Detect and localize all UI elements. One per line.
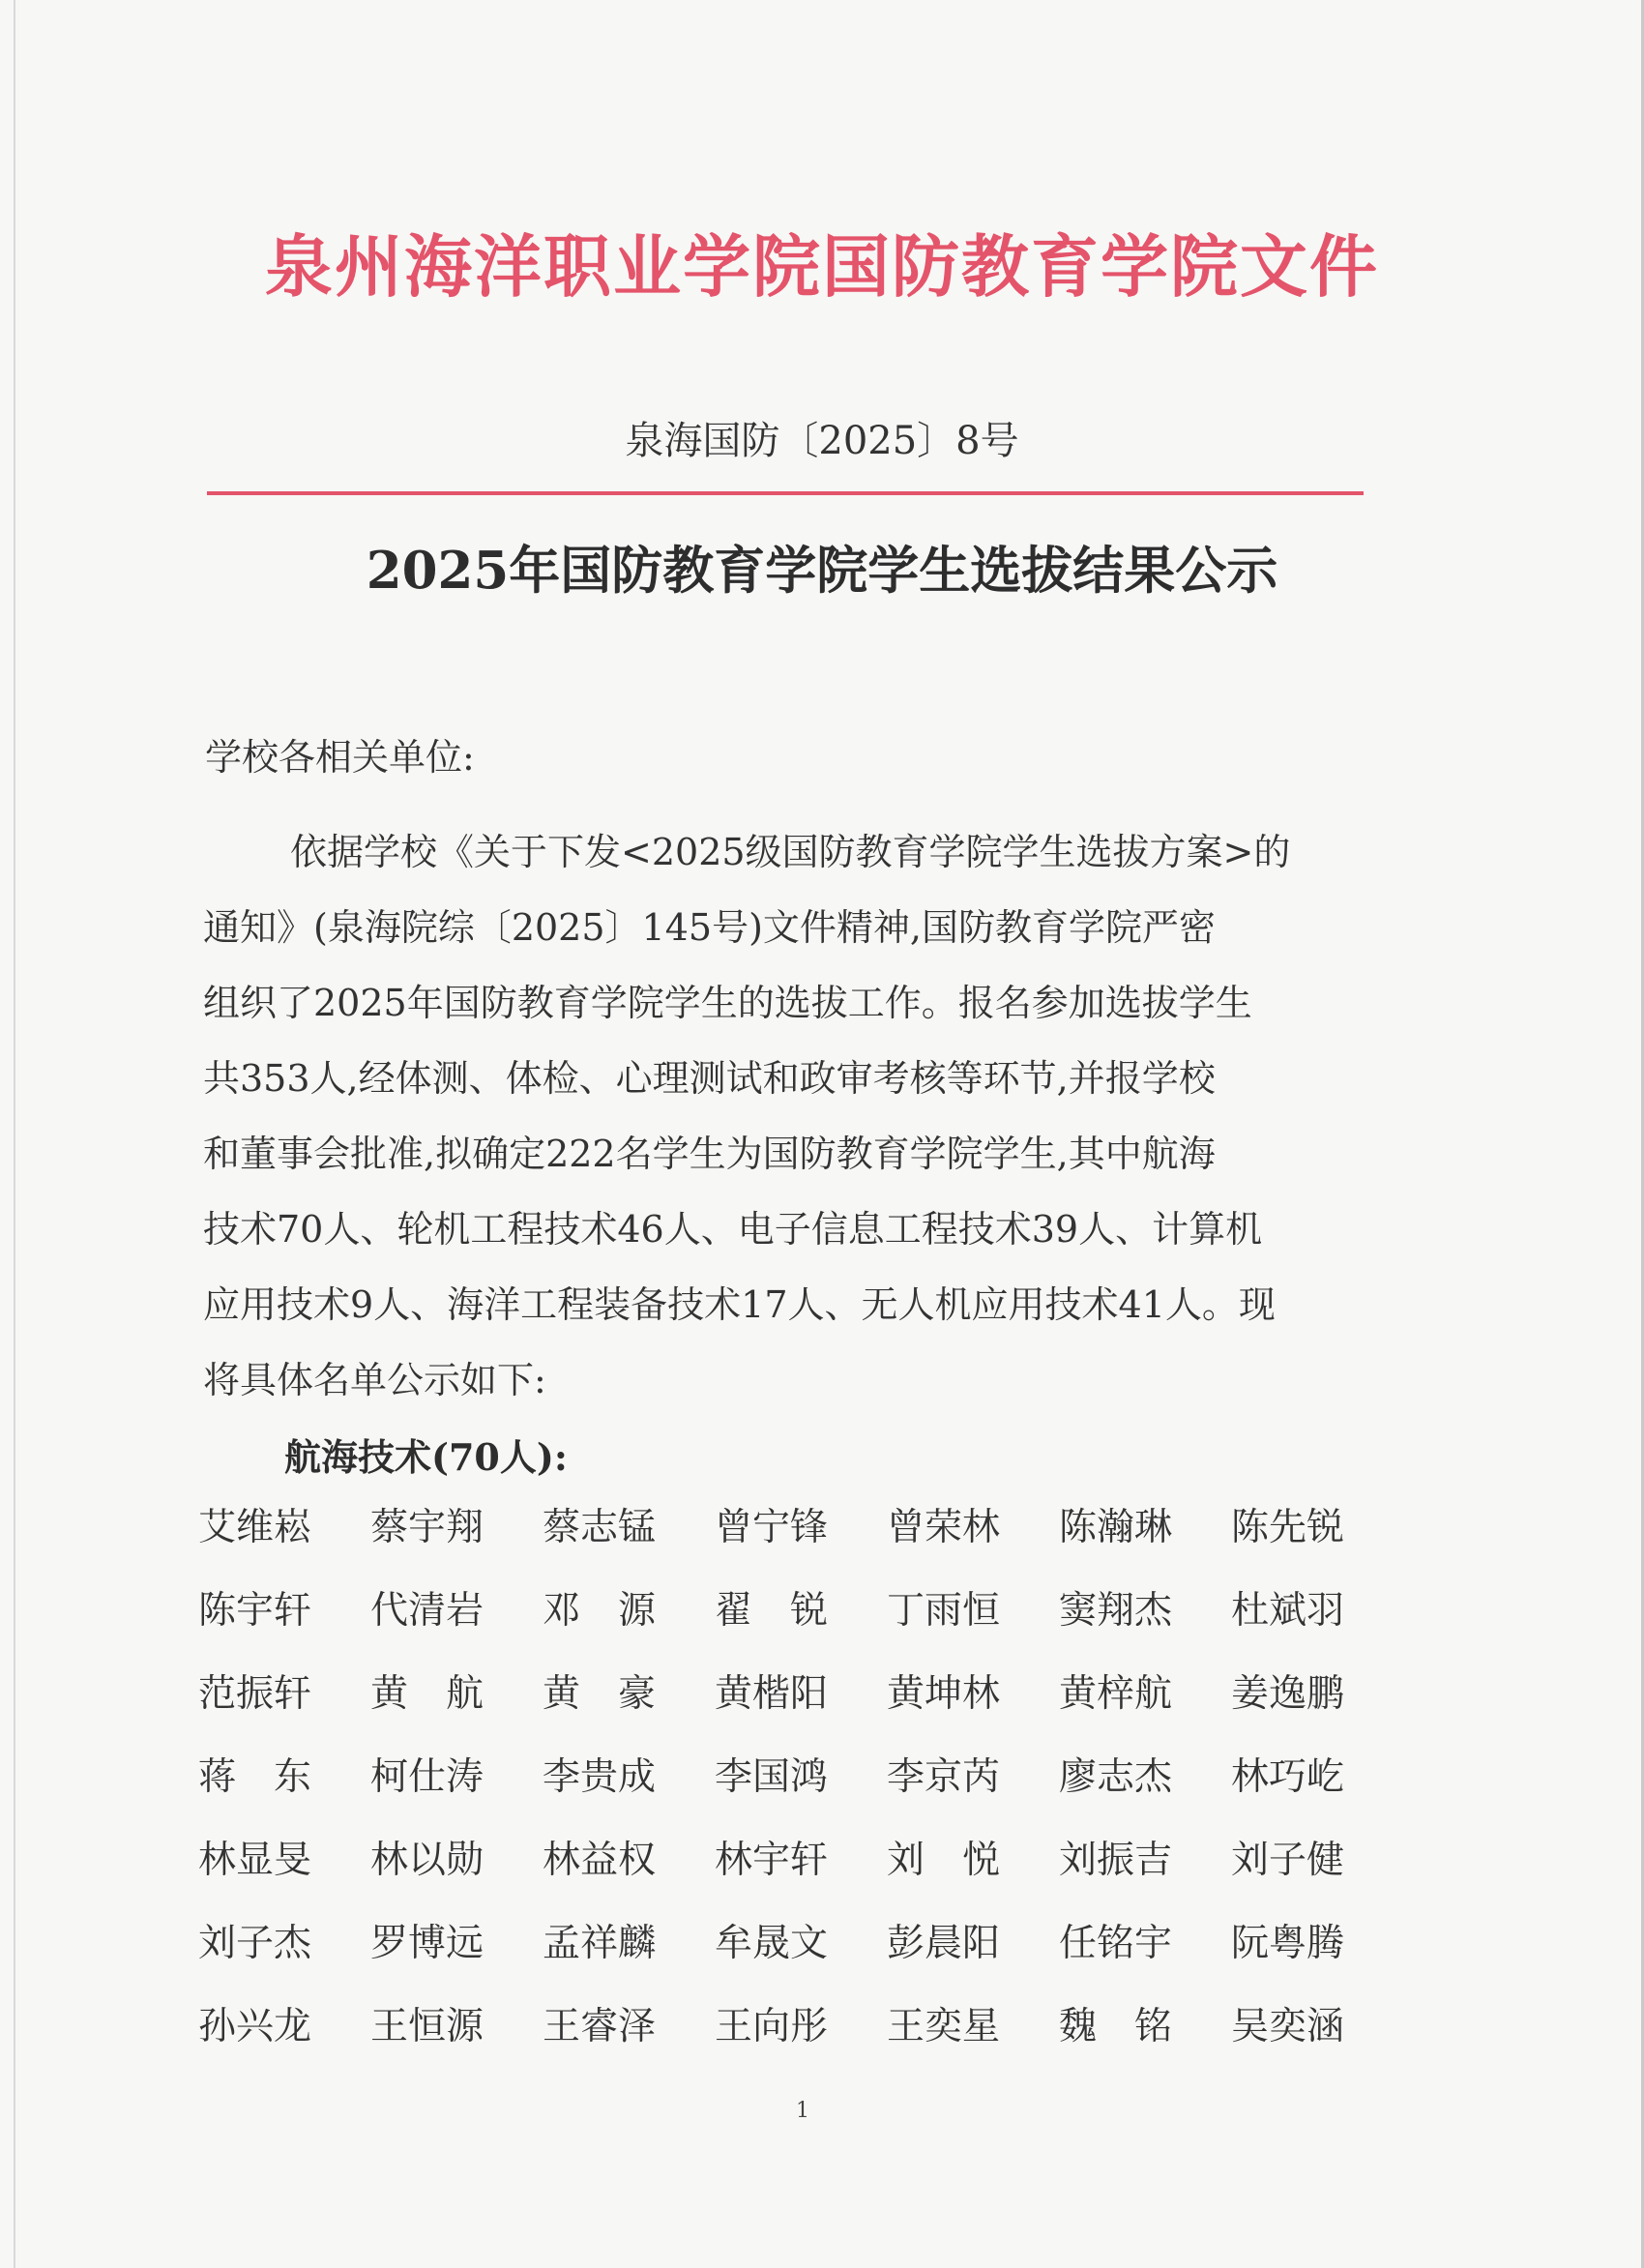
red-divider — [207, 491, 1364, 495]
student-name: 刘振吉 — [1059, 1839, 1173, 1882]
student-name: 翟 锐 — [715, 1589, 829, 1633]
student-name: 曾宁锋 — [715, 1506, 829, 1549]
student-name: 王奕星 — [887, 2005, 1001, 2048]
section-heading: 航海技术(70人): — [284, 1435, 568, 1479]
student-name: 黄坤林 — [887, 1672, 1001, 1716]
student-name: 李贵成 — [543, 1755, 657, 1799]
student-name: 李京芮 — [887, 1755, 1001, 1799]
student-name: 窦翔杰 — [1059, 1589, 1173, 1633]
body-line: 通知》(泉海院综〔2025〕145号)文件精神,国防教育学院严密 — [203, 906, 1216, 949]
page-number: 1 — [796, 2099, 809, 2123]
salutation: 学校各相关单位: — [205, 736, 475, 779]
student-name: 李国鸿 — [715, 1755, 829, 1799]
notice-title: 2025年国防教育学院学生选拔结果公示 — [366, 541, 1278, 601]
student-name: 王睿泽 — [543, 2005, 657, 2048]
student-name: 林益权 — [543, 1839, 657, 1882]
student-name: 孟祥麟 — [543, 1922, 657, 1965]
student-name: 陈瀚琳 — [1059, 1506, 1173, 1549]
student-name: 黄梓航 — [1059, 1672, 1173, 1716]
student-name: 丁雨恒 — [887, 1589, 1001, 1633]
student-name: 王恒源 — [370, 2005, 484, 2048]
student-name: 代清岩 — [370, 1589, 484, 1633]
student-name: 廖志杰 — [1059, 1755, 1173, 1799]
body-line: 组织了2025年国防教育学院学生的选拔工作。报名参加选拔学生 — [203, 982, 1252, 1024]
student-name: 林显旻 — [198, 1839, 312, 1882]
student-name: 林宇轩 — [715, 1839, 829, 1882]
student-name: 牟晟文 — [715, 1922, 829, 1965]
student-name: 林以勋 — [370, 1839, 484, 1882]
student-name: 姜逸鹏 — [1231, 1672, 1345, 1716]
org-document-title: 泉州海洋职业学院国防教育学院文件 — [265, 226, 1379, 307]
student-name: 孙兴龙 — [198, 2005, 312, 2048]
student-name: 黄 航 — [370, 1672, 484, 1716]
body-line: 依据学校《关于下发<2025级国防教育学院学生选拔方案>的 — [290, 831, 1291, 873]
student-name: 陈宇轩 — [198, 1589, 312, 1633]
document-number: 泉海国防〔2025〕8号 — [625, 419, 1019, 463]
student-name: 杜斌羽 — [1231, 1589, 1345, 1633]
student-name: 曾荣林 — [887, 1506, 1001, 1549]
student-name: 王向彤 — [715, 2005, 829, 2048]
student-name: 黄 豪 — [543, 1672, 657, 1716]
student-name: 陈先锐 — [1231, 1506, 1345, 1549]
student-name: 蒋 东 — [198, 1755, 312, 1799]
student-name: 柯仕涛 — [370, 1755, 484, 1799]
student-name: 彭晨阳 — [887, 1922, 1001, 1965]
body-paragraph — [203, 814, 1431, 1418]
student-name: 邓 源 — [543, 1589, 657, 1633]
student-name: 阮粤腾 — [1231, 1922, 1345, 1965]
student-name: 刘子健 — [1231, 1839, 1345, 1882]
student-name: 蔡志锰 — [543, 1506, 657, 1549]
student-name-list — [198, 1497, 1446, 2079]
body-line: 共353人,经体测、体检、心理测试和政审考核等环节,并报学校 — [203, 1057, 1216, 1100]
body-line: 应用技术9人、海洋工程装备技术17人、无人机应用技术41人。现 — [203, 1283, 1276, 1326]
student-name: 蔡宇翔 — [370, 1506, 484, 1549]
student-name: 魏 铭 — [1059, 2005, 1173, 2048]
student-name: 艾维崧 — [198, 1506, 312, 1549]
body-line: 技术70人、轮机工程技术46人、电子信息工程技术39人、计算机 — [203, 1208, 1263, 1251]
scan-edge-left — [14, 0, 15, 2268]
student-name: 任铭宇 — [1059, 1922, 1173, 1965]
body-line: 将具体名单公示如下: — [203, 1359, 546, 1401]
body-line: 和董事会批准,拟确定222名学生为国防教育学院学生,其中航海 — [203, 1133, 1216, 1175]
student-name: 吴奕涵 — [1231, 2005, 1345, 2048]
student-name: 刘 悦 — [887, 1839, 1001, 1882]
student-name: 黄楷阳 — [715, 1672, 829, 1716]
student-name: 林巧屹 — [1231, 1755, 1345, 1799]
student-name: 范振轩 — [198, 1672, 312, 1716]
student-name: 刘子杰 — [198, 1922, 312, 1965]
student-name: 罗博远 — [370, 1922, 484, 1965]
